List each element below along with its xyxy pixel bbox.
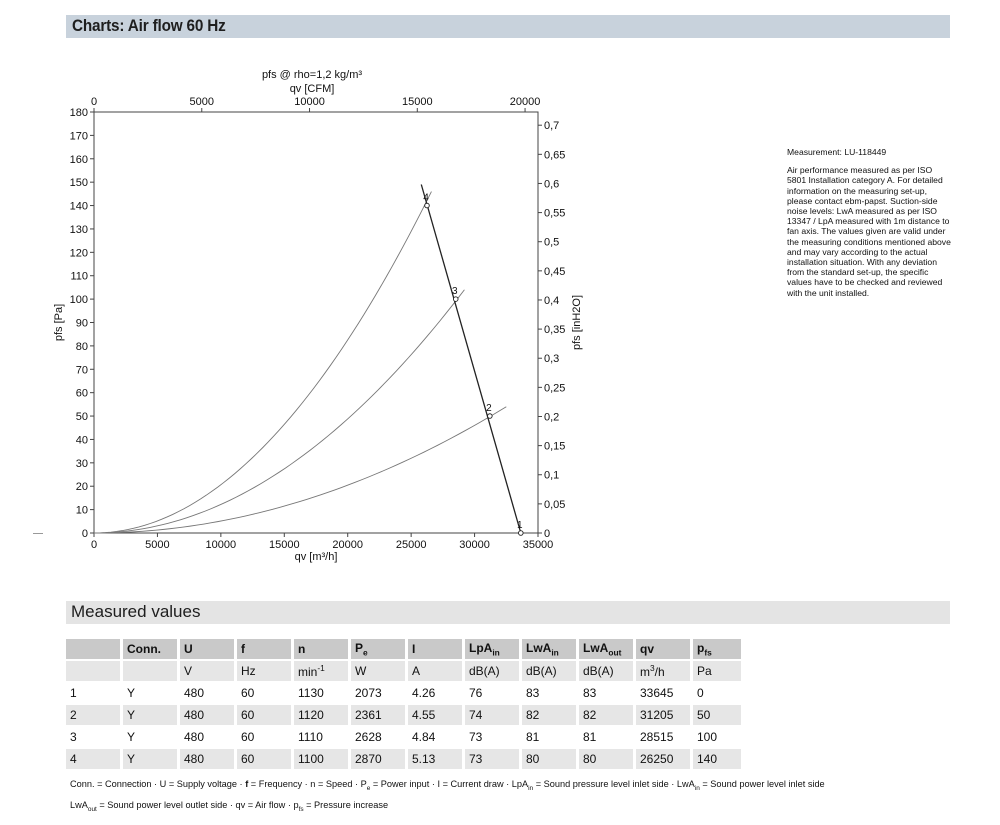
table-cell: 28515	[636, 727, 690, 747]
table-cell: 60	[237, 727, 291, 747]
table-cell: $P_e$	[351, 639, 405, 659]
y-axis-label: pfs [Pa]	[53, 303, 65, 342]
table-cell: $p_{fs}$	[693, 639, 741, 659]
table-cell: 83	[579, 683, 633, 703]
table-cell: 81	[522, 727, 576, 747]
measured-values-table	[66, 637, 741, 771]
table-cell: 4	[66, 749, 120, 769]
table-cell: U	[180, 639, 234, 659]
y-tick-label: 90	[75, 317, 88, 330]
table-row	[66, 749, 741, 769]
table-cell: f	[237, 639, 291, 659]
x2-tick-label: 5000	[189, 96, 215, 108]
measured-values-header	[66, 601, 950, 624]
y2-tick-label: 0,3	[544, 353, 560, 366]
y2-tick-label: 0,6	[544, 178, 560, 191]
table-cell: 26250	[636, 749, 690, 769]
table-cell: dB(A)	[465, 661, 519, 681]
x-tick-label: 20000	[332, 539, 364, 551]
x-tick-label: 15000	[268, 539, 300, 551]
table-cell: I	[408, 639, 462, 659]
x2-tick-label: 20000	[509, 96, 541, 108]
measurement-id: Measurement: LU-118449	[787, 147, 887, 157]
charts-header-bar	[66, 15, 950, 38]
table-cell: 74	[465, 705, 519, 725]
table-cell: 33645	[636, 683, 690, 703]
y-tick-label: 10	[75, 504, 88, 517]
x2-tick-label: 0	[90, 96, 98, 108]
y2-tick-label: 0,55	[544, 207, 566, 220]
chart-title: pfs @ rho=1,2 kg/m³	[261, 69, 363, 81]
table-cell: 80	[579, 749, 633, 769]
table-cell: 80	[522, 749, 576, 769]
table-cell: $m^3/h$	[636, 661, 690, 681]
table-cell	[66, 639, 120, 659]
measurement-description: Air performance measured as per ISO 5801 Installation category A. For detailed information on the measuring set-up, please contact ebm-papst. Suction-side noise levels: LwA measured as per ISO 13347 / LpA measured with 1m distance to fan axis. The values given are valid under the measuring conditions mentioned above and may vary according to the actual installation situation. With any deviation from the standard set-up, the specific values have to be checked and reviewed with the unit installed.	[787, 165, 951, 298]
table-cell: 31205	[636, 705, 690, 725]
table-cell: qv	[636, 639, 690, 659]
x2-tick-label: 10000	[294, 96, 325, 108]
x-tick-label: 25000	[395, 539, 427, 551]
operating-point-label: 4	[423, 192, 429, 204]
margin-dash	[33, 533, 43, 534]
x-tick-label: 10000	[205, 539, 237, 551]
y-tick-label: 180	[69, 107, 88, 119]
x2-axis-label: qv [CFM]	[289, 83, 335, 95]
table-cell: Pa	[693, 661, 741, 681]
y-tick-label: 60	[75, 387, 88, 400]
table-cell: Y	[123, 705, 177, 725]
table-cell: LpA$_{in}$	[465, 639, 519, 659]
table-cell: dB(A)	[522, 661, 576, 681]
y-tick-label: 20	[75, 481, 88, 494]
x-tick-label: 0	[90, 539, 98, 551]
table-cell: 5.13	[408, 749, 462, 769]
y-tick-label: 50	[75, 411, 88, 424]
y2-tick-label: 0,05	[544, 498, 566, 511]
table-row	[66, 683, 741, 703]
table-cell: 480	[180, 683, 234, 703]
y2-tick-label: 0,25	[544, 382, 566, 395]
y2-tick-label: 0,15	[544, 440, 566, 453]
table-cell: 480	[180, 749, 234, 769]
table-cell: 60	[237, 683, 291, 703]
table-cell	[66, 661, 120, 681]
table-cell: 81	[579, 727, 633, 747]
table-cell: n	[294, 639, 348, 659]
y-tick-label: 170	[69, 130, 88, 143]
table-cell: 1100	[294, 749, 348, 769]
table-cell: 1	[66, 683, 120, 703]
table-cell: 73	[465, 727, 519, 747]
table-cell: 60	[237, 705, 291, 725]
y2-tick-label: 0,4	[544, 294, 560, 307]
table-cell: 50	[693, 705, 741, 725]
table-cell: Hz	[237, 661, 291, 681]
y2-tick-label: 0,1	[544, 469, 560, 482]
table-cell: 82	[522, 705, 576, 725]
table-cell: V	[180, 661, 234, 681]
table-cell: LwA$_{out}$	[579, 639, 633, 659]
y-tick-label: 100	[69, 294, 88, 307]
y2-tick-label: 0,2	[544, 411, 560, 424]
measured-values-title: Measured values	[71, 602, 201, 621]
table-cell: dB(A)	[579, 661, 633, 681]
table-cell: 83	[522, 683, 576, 703]
table-cell: 60	[237, 749, 291, 769]
table-cell: 2628	[351, 727, 405, 747]
table-units-row	[66, 661, 741, 681]
y-tick-label: 70	[75, 364, 88, 377]
table-cell: Y	[123, 727, 177, 747]
table-cell: Y	[123, 683, 177, 703]
table-cell: 2	[66, 705, 120, 725]
table-cell: 0	[693, 683, 741, 703]
charts-title: Charts: Air flow 60 Hz	[72, 16, 226, 35]
operating-point-1	[519, 531, 524, 536]
table-cell: 480	[180, 705, 234, 725]
table-cell: LwA$_{in}$	[522, 639, 576, 659]
table-cell: 480	[180, 727, 234, 747]
operating-line	[421, 185, 521, 533]
table-cell: 2361	[351, 705, 405, 725]
operating-point-2	[488, 414, 493, 419]
x-tick-label: 30000	[459, 539, 490, 551]
operating-point-label: 2	[486, 403, 492, 415]
system-curve-2	[94, 290, 464, 533]
legend-line-1: Conn. = Connection · U = Supply voltage · f = Frequency · n = Speed · $P_e$ = Power input · I = Current draw · LpA$_{in}$ = Sound pressure level inlet side · LwA$_{in}$ = Sound power level inlet side	[70, 779, 825, 792]
table-cell: 82	[579, 705, 633, 725]
table-cell: 3	[66, 727, 120, 747]
operating-point-4	[425, 203, 430, 208]
table-cell: 1120	[294, 705, 348, 725]
y-tick-label: 110	[70, 270, 88, 283]
y-tick-label: 120	[69, 247, 88, 260]
y2-tick-label: 0,65	[544, 149, 566, 162]
x2-tick-label: 15000	[401, 96, 433, 108]
table-row	[66, 727, 741, 747]
table-cell	[123, 661, 177, 681]
table-cell: 2073	[351, 683, 405, 703]
y2-tick-label: 0,45	[544, 265, 566, 278]
plot-frame	[94, 112, 538, 533]
table-header-row	[66, 639, 741, 659]
y2-tick-label: 0	[544, 528, 551, 540]
y-tick-label: 40	[75, 434, 88, 447]
table-cell: Y	[123, 749, 177, 769]
x-tick-label: 5000	[145, 539, 170, 551]
table-cell: 100	[693, 727, 741, 747]
table-cell: 1130	[294, 683, 348, 703]
table-cell: 4.84	[408, 727, 462, 747]
legend-line-2: LwA$_{out}$ = Sound power level outlet side · qv = Air flow · $p_{fs}$ = Pressure increase	[70, 799, 389, 813]
table-legend	[70, 776, 950, 818]
y-tick-label: 30	[75, 457, 88, 470]
y2-axis-label: pfs [inH2O]	[571, 294, 583, 351]
table-cell: 73	[465, 749, 519, 769]
y-tick-label: 140	[69, 200, 88, 213]
y2-tick-label: 0,7	[544, 120, 560, 133]
x-axis-label: qv [m³/h]	[294, 551, 338, 563]
table-cell: W	[351, 661, 405, 681]
system-curve-1	[94, 192, 431, 533]
y-tick-label: 0	[81, 528, 88, 540]
x-tick-label: 35000	[522, 539, 554, 551]
table-cell: 140	[693, 749, 741, 769]
table-cell: $\min^{-1}$	[294, 661, 348, 681]
y-tick-label: 130	[69, 223, 88, 236]
measurement-note	[787, 147, 952, 306]
table-cell: Conn.	[123, 639, 177, 659]
table-cell: 4.55	[408, 705, 462, 725]
operating-point-label: 3	[451, 286, 458, 298]
system-curve-3	[94, 407, 506, 533]
y-tick-label: 80	[75, 340, 88, 353]
table-cell: 1110	[294, 727, 348, 747]
y2-tick-label: 0,35	[544, 324, 566, 337]
table-cell: 2870	[351, 749, 405, 769]
operating-point-label: 1	[517, 520, 523, 531]
airflow-chart	[40, 60, 600, 570]
table-row	[66, 705, 741, 725]
table-cell: 4.26	[408, 683, 462, 703]
table-cell: A	[408, 661, 462, 681]
y-tick-label: 150	[69, 177, 88, 190]
y2-tick-label: 0,5	[544, 236, 560, 249]
y-tick-label: 160	[69, 153, 88, 166]
operating-point-3	[453, 297, 458, 302]
table-cell: 76	[465, 683, 519, 703]
